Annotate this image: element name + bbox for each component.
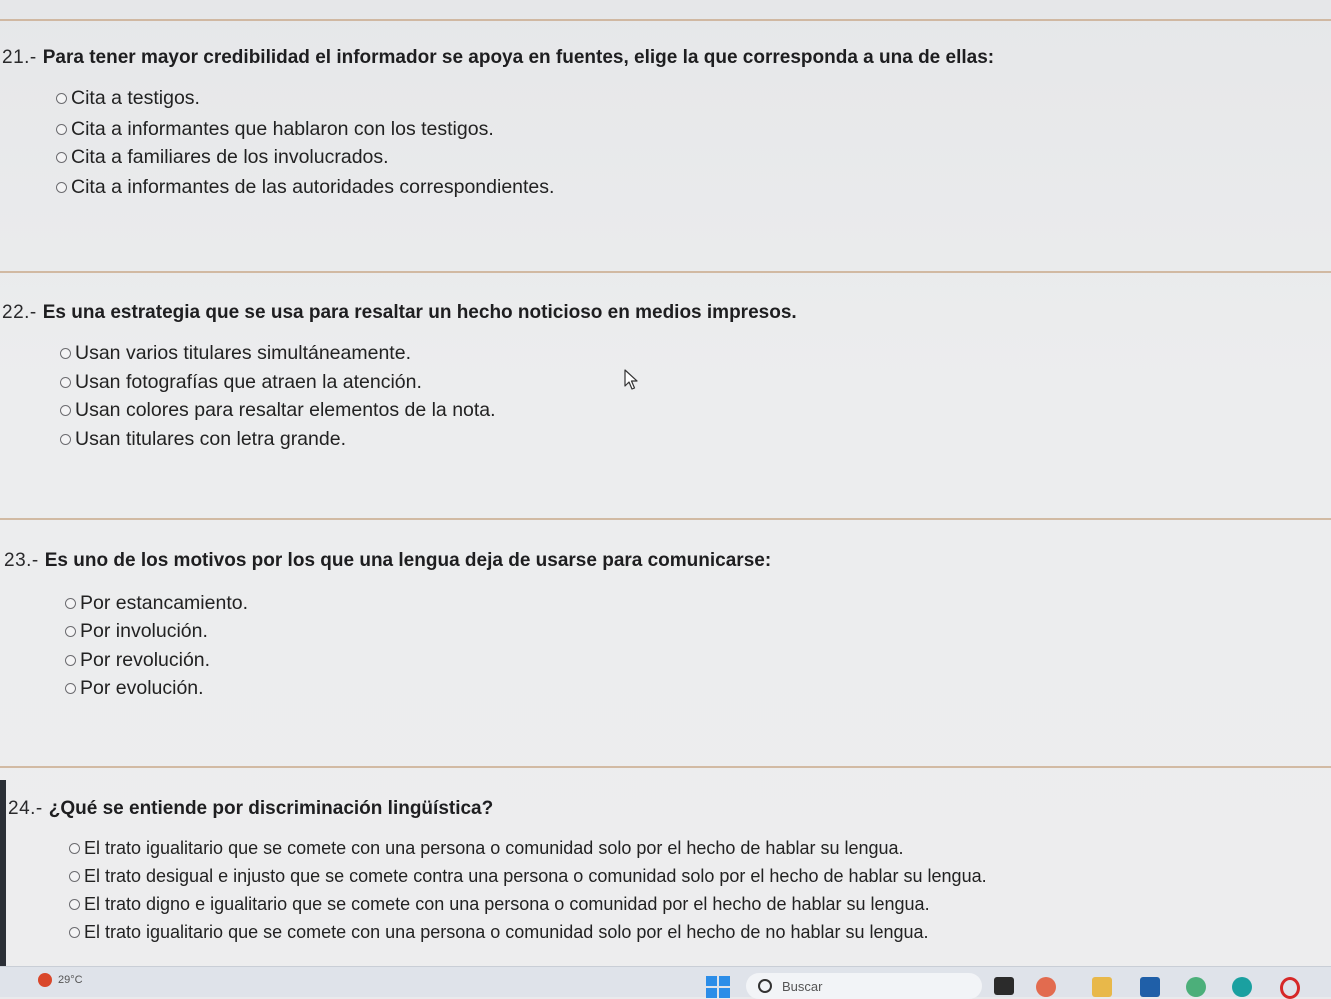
radio-button[interactable] — [56, 182, 67, 193]
question-number: 21.- — [2, 47, 37, 68]
start-icon[interactable] — [706, 976, 730, 998]
radio-button[interactable] — [60, 348, 71, 359]
mouse-pointer-icon — [624, 369, 640, 391]
q21-option-3[interactable] — [56, 146, 389, 169]
radio-button[interactable] — [60, 377, 71, 388]
option-label: Cita a familiares de los involucrados. — [71, 146, 389, 168]
radio-button[interactable] — [69, 899, 80, 910]
question-21-heading — [2, 47, 994, 69]
option-label: Cita a informantes de las autoridades correspondientes. — [71, 176, 555, 198]
option-label: Por revolución. — [80, 649, 211, 671]
q22-option-1[interactable] — [60, 342, 411, 365]
q23-option-4[interactable] — [65, 677, 204, 700]
question-text: Para tener mayor credibilidad el informador se apoya en fuentes, elige la que corresponda a una de ellas: — [42, 47, 995, 68]
option-label: Por evolución. — [80, 677, 204, 699]
store-icon[interactable] — [1140, 977, 1160, 997]
option-label: El trato igualitario que se comete con una persona o comunidad solo por el hecho de no hablar su lengua. — [84, 922, 929, 942]
copilot-icon[interactable] — [1186, 977, 1206, 997]
radio-button[interactable] — [56, 93, 67, 104]
radio-button[interactable] — [65, 655, 76, 666]
option-label: Cita a informantes que hablaron con los testigos. — [71, 118, 494, 140]
q21-option-4[interactable] — [56, 176, 554, 199]
radio-button[interactable] — [56, 152, 67, 163]
q24-option-1[interactable] — [69, 838, 904, 859]
question-22-heading — [2, 302, 797, 324]
question-24-heading — [8, 798, 493, 820]
option-label: El trato desigual e injusto que se comete contra una persona o comunidad solo por el hecho de hablar su lengua. — [84, 866, 987, 886]
radio-button[interactable] — [69, 927, 80, 938]
question-text: Es una estrategia que se usa para resaltar un hecho noticioso en medios impresos. — [42, 302, 797, 323]
edge-icon[interactable] — [1036, 977, 1056, 997]
q24-option-3[interactable] — [69, 894, 930, 915]
divider-3 — [0, 766, 1331, 768]
weather-temperature: 29°C — [58, 974, 83, 986]
q22-option-4[interactable] — [60, 428, 346, 451]
taskbar — [0, 966, 1331, 997]
q21-option-1[interactable] — [56, 87, 200, 110]
radio-button[interactable] — [65, 598, 76, 609]
divider-top — [0, 19, 1331, 21]
taskbar-search[interactable] — [746, 973, 982, 999]
option-label: Usan varios titulares simultáneamente. — [75, 342, 411, 364]
question-23-heading — [4, 550, 771, 572]
radio-button[interactable] — [65, 626, 76, 637]
radio-button[interactable] — [60, 405, 71, 416]
question-text: ¿Qué se entiende por discriminación lingüística? — [48, 798, 494, 819]
q24-option-2[interactable] — [69, 866, 987, 887]
question-text: Es uno de los motivos por los que una lengua deja de usarse para comunicarse: — [44, 550, 772, 571]
q24-option-4[interactable] — [69, 922, 929, 943]
edge-browser-icon[interactable] — [1232, 977, 1252, 997]
q23-option-2[interactable] — [65, 620, 208, 643]
radio-button[interactable] — [65, 683, 76, 694]
q23-option-1[interactable] — [65, 592, 248, 615]
radio-button[interactable] — [69, 843, 80, 854]
weather-widget[interactable] — [38, 973, 83, 987]
q22-option-3[interactable] — [60, 399, 496, 422]
window-edge — [0, 780, 6, 966]
option-label: Usan titulares con letra grande. — [75, 428, 346, 450]
question-number: 22.- — [2, 302, 37, 323]
option-label: El trato digno e igualitario que se comete con una persona o comunidad por el hecho de hablar su lengua. — [84, 894, 930, 914]
q22-option-2[interactable] — [60, 371, 422, 394]
option-label: Usan colores para resaltar elementos de la nota. — [75, 399, 496, 421]
divider-2 — [0, 518, 1331, 520]
file-explorer-icon[interactable] — [1092, 977, 1112, 997]
divider-1 — [0, 271, 1331, 273]
question-number: 23.- — [4, 550, 39, 571]
radio-button[interactable] — [60, 434, 71, 445]
q21-option-2[interactable] — [56, 118, 494, 141]
radio-button[interactable] — [69, 871, 80, 882]
task-view-icon[interactable] — [994, 977, 1014, 995]
option-label: Por involución. — [80, 620, 208, 642]
search-icon — [758, 979, 772, 993]
radio-button[interactable] — [56, 124, 67, 135]
option-label: Usan fotografías que atraen la atención. — [75, 371, 422, 393]
option-label: Por estancamiento. — [80, 592, 249, 614]
q23-option-3[interactable] — [65, 649, 210, 672]
search-placeholder: Buscar — [782, 978, 823, 994]
option-label: El trato igualitario que se comete con una persona o comunidad solo por el hecho de hablar su lengua. — [84, 838, 904, 858]
question-number: 24.- — [8, 798, 43, 819]
option-label: Cita a testigos. — [71, 87, 200, 109]
weather-icon — [38, 973, 52, 987]
